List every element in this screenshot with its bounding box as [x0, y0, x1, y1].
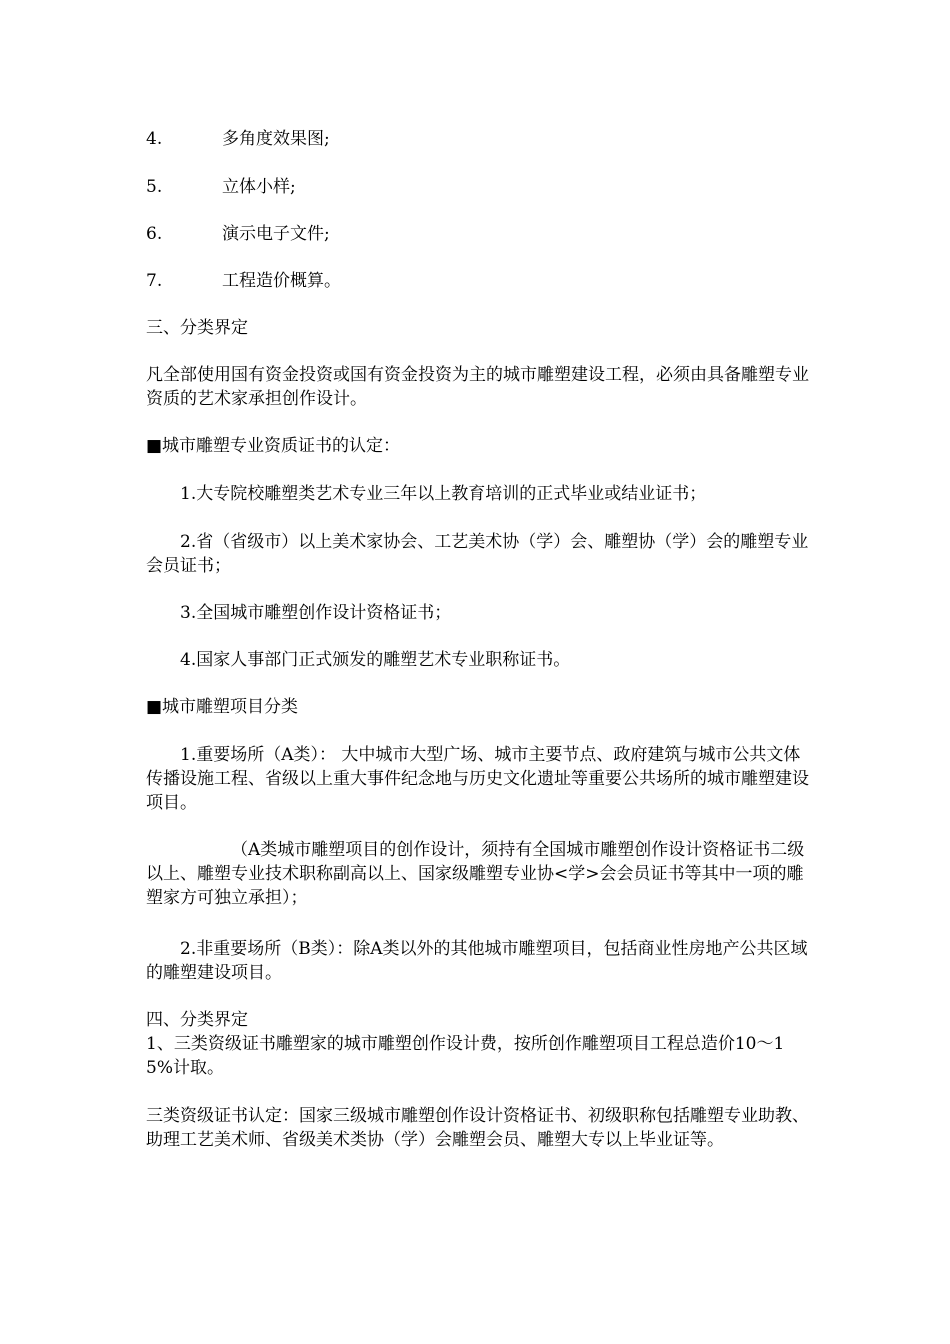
class-heading: ■城市雕塑项目分类: [146, 697, 299, 717]
item-number: 5.: [146, 177, 163, 197]
class-b-item: 2.非重要场所（B类）：除A类以外的其他城市雕塑项目，包括商业性房地产公共区域的雕塑建设项目。: [146, 939, 808, 983]
cert-item: 4.国家人事部门正式颁发的雕塑艺术专业职称证书。: [180, 650, 571, 670]
item-number: 7.: [146, 271, 163, 291]
item-text: 多角度效果图;: [222, 129, 330, 149]
item-number: 6.: [146, 224, 163, 244]
section3-intro: 凡全部使用国有资金投资或国有资金投资为主的城市雕塑建设工程，必须由具备雕塑专业资质的艺术家承担创作设计。: [146, 365, 809, 409]
item-text: 演示电子文件;: [222, 224, 330, 244]
class-a-item: 1.重要场所（A类）： 大中城市大型广场、城市主要节点、政府建筑与城市公共文体传播设施工程、省级以上重大事件纪念地与历史文化遗址等重要公共场所的城市雕塑建设项目。: [146, 745, 809, 813]
list-item: [146, 222, 810, 246]
section4-item1: 1、三类资级证书雕塑家的城市雕塑创作设计费，按所创作雕塑项目工程总造价10～15%计取。: [146, 1034, 785, 1078]
cert-heading: ■城市雕塑专业资质证书的认定：: [146, 436, 401, 456]
list-item: [146, 269, 810, 293]
section4-cert3: 三类资级证书认定：国家三级城市雕塑创作设计资格证书、初级职称包括雕塑专业助教、助理工艺美术师、省级美术类协（学）会雕塑会员、雕塑大专以上毕业证等。: [146, 1106, 809, 1150]
cert-item: 2.省（省级市）以上美术家协会、工艺美术协（学）会、雕塑协（学）会的雕塑专业会员证书；: [146, 532, 809, 576]
cert-item: 3.全国城市雕塑创作设计资格证书；: [180, 603, 452, 623]
class-a-note: （A类城市雕塑项目的创作设计，须持有全国城市雕塑创作设计资格证书二级以上、雕塑专业技术职称副高以上、国家级雕塑专业协<学>会会员证书等其中一项的雕塑家方可独立承担）；: [146, 840, 805, 908]
list-item: [146, 127, 810, 151]
item-number: 4.: [146, 129, 163, 149]
cert-item: 1.大专院校雕塑类艺术专业三年以上教育培训的正式毕业或结业证书；: [180, 484, 707, 504]
section4-heading: 四、分类界定: [146, 1010, 248, 1030]
list-item: [146, 175, 810, 199]
item-text: 立体小样;: [222, 177, 296, 197]
item-text: 工程造价概算。: [222, 271, 341, 291]
section3-heading: 三、分类界定: [146, 318, 248, 338]
